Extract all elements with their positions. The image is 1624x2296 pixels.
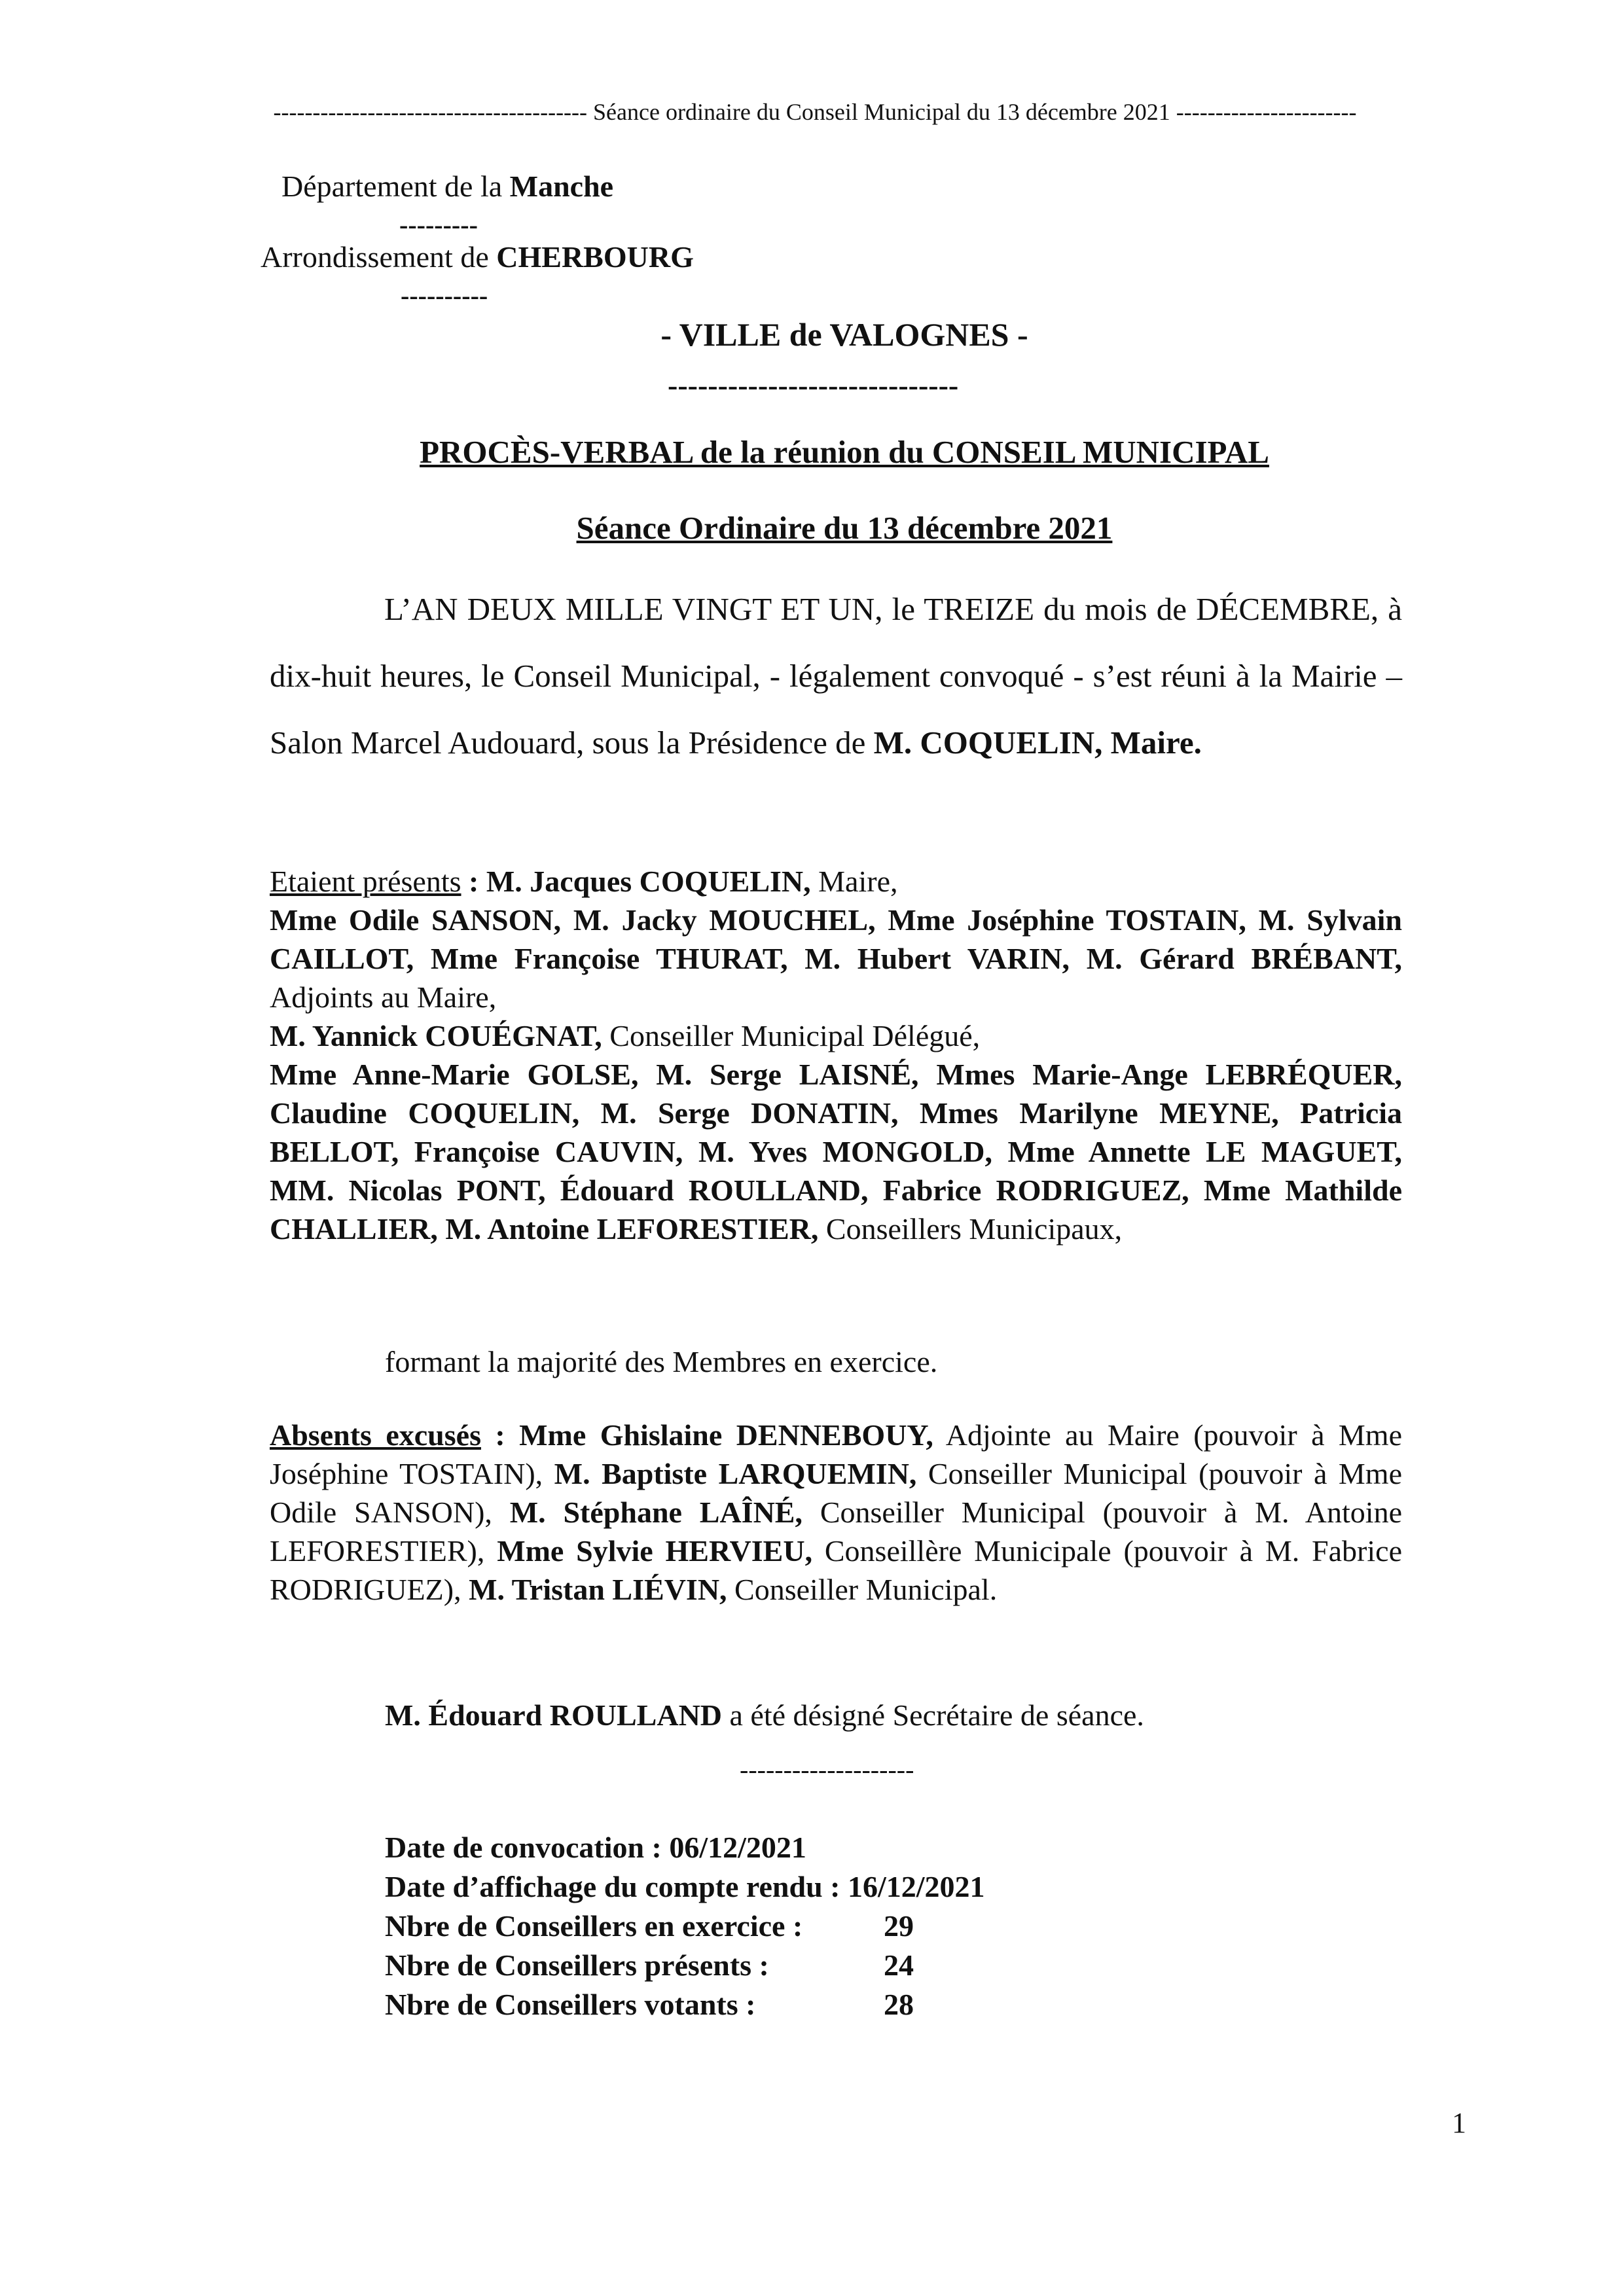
delegue-role: Conseiller Municipal Délégué, [602,1019,981,1052]
ville-separator: ----------------------------- [668,368,959,402]
absent-1-detail: Adjointe au Maire (pouvoir à Mme Joséphine TOSTAIN), [270,1418,1402,1490]
delegue-name: M. Yannick COUÉGNAT, [270,1019,602,1052]
conseillers-role: Conseillers Municipaux, [818,1212,1123,1246]
absent-4-name: Mme Sylvie HERVIEU, [497,1534,813,1568]
stat-votants [385,1987,914,2022]
absent-5-detail: Conseiller Municipal. [727,1573,998,1606]
date-affichage: Date d’affichage du compte rendu : 16/12/2021 [385,1870,985,1903]
secretaire-name: M. Édouard ROULLAND [385,1698,723,1732]
stat-presents [385,1948,914,1982]
arrondissement-line [261,240,694,274]
delegue-paragraph [270,1016,1402,1055]
absent-3-name: M. Stéphane LAÎNÉ, [509,1496,803,1529]
stat-presents-label: Nbre de Conseillers présents : [385,1948,769,1982]
intro-president: M. COQUELIN, Maire. [873,725,1202,761]
arrondissement-prefix: Arrondissement de [261,240,497,274]
proces-verbal-title: PROCÈS-VERBAL de la réunion du CONSEIL MUNICIPAL [420,434,1269,470]
stat-votants-label: Nbre de Conseillers votants : [385,1988,756,2021]
absent-4-detail: Conseillère Municipale (pouvoir à M. Fabrice RODRIGUEZ), [270,1534,1402,1606]
formant-majorite: formant la majorité des Membres en exercice. [385,1345,938,1378]
presents-maire-line [270,862,1402,901]
adjoints-names: Mme Odile SANSON, M. Jacky MOUCHEL, Mme Joséphine TOSTAIN, M. Sylvain CAILLOT, Mme Françoise THURAT, M. Hubert VARIN, M. Gérard BRÉBANT, [270,903,1402,975]
presents-label: Etaient présents [270,865,461,898]
date-convocation: Date de convocation : 06/12/2021 [385,1831,806,1864]
arrondissement-name: CHERBOURG [496,240,694,274]
intro-text: L’AN DEUX MILLE VINGT ET UN, le TREIZE du mois de DÉCEMBRE, à dix-huit heures, le Conseil Municipal, - légalement convoqué - s’est réuni à la Mairie – Salon Marcel Audouard, sous la Présidence de [270,591,1402,761]
stat-presents-value: 24 [884,1948,914,1982]
absent-2-detail: Conseiller Municipal (pouvoir à Mme Odile SANSON), [270,1457,1402,1529]
absent-3-detail: Conseiller Municipal (pouvoir à M. Antoine LEFORESTIER), [270,1496,1402,1568]
departement-name: Manche [509,170,614,203]
absents-section [270,1416,1402,1609]
conseillers-names: Mme Anne-Marie GOLSE, M. Serge LAISNÉ, Mmes Marie-Ange LEBRÉQUER, Claudine COQUELIN, M. Serge DONATIN, Mmes Marilyne MEYNE, Patricia BELLOT, Françoise CAUVIN, M. Yves MONGOLD, Mme Annette LE MAGUET, MM. Nicolas PONT, Édouard ROULLAND, Fabrice RODRIGUEZ, Mme Mathilde CHALLIER, M. Antoine LEFORESTIER, [270,1058,1402,1246]
separator-1: --------- [399,210,478,240]
presents-colon: : [461,865,486,898]
maire-name: M. Jacques COQUELIN, [486,865,811,898]
absents-colon: : [480,1418,520,1452]
separator-3: -------------------- [740,1755,914,1784]
departement-line [281,169,613,204]
absent-1-name: Mme Ghislaine DENNEBOUY, [519,1418,933,1452]
stat-votants-value: 28 [884,1988,914,2021]
stat-exercice [385,1909,914,1943]
presents-section [270,862,1402,1248]
seance-title: Séance Ordinaire du 13 décembre 2021 [576,510,1113,546]
intro-paragraph [270,576,1402,776]
adjoints-paragraph [270,901,1402,1016]
ville-title: - VILLE de VALOGNES - [660,316,1028,353]
departement-prefix: Département de la [281,170,510,203]
stat-exercice-value: 29 [884,1909,914,1943]
separator-2: ---------- [401,281,488,310]
absents-label: Absents excusés [270,1418,481,1452]
adjoints-role: Adjoints au Maire, [270,980,497,1014]
secretaire-line [385,1698,1144,1732]
stat-exercice-label: Nbre de Conseillers en exercice : [385,1909,803,1943]
page-number: 1 [1452,2107,1466,2139]
absent-5-name: M. Tristan LIÉVIN, [469,1573,727,1606]
secretaire-text: a été désigné Secrétaire de séance. [722,1698,1144,1732]
maire-role: Maire, [810,865,898,898]
running-header: ---------------------------------------- Séance ordinaire du Conseil Municipal du 13 décembre 2021 ----------------------- [273,99,1357,125]
conseillers-paragraph [270,1055,1402,1248]
absent-2-name: M. Baptiste LARQUEMIN, [554,1457,917,1490]
